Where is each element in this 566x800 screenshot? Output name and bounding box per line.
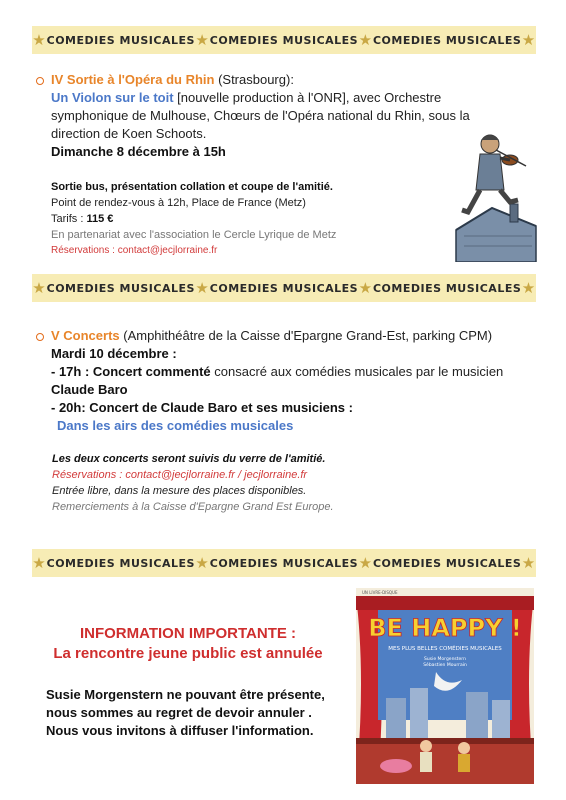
fiddler-on-roof-illustration [452, 130, 538, 262]
show-description: [nouvelle production à l'ONR], avec Orchestre symphonique de Mulhouse, Chœurs de l'Opéra national du Rhin, sous la direction de Koen Schoots. [51, 90, 470, 141]
price-value: 115 € [86, 213, 114, 225]
info-line-1: Susie Morgenstern ne pouvant être présente, [46, 687, 325, 702]
show-title: Un Violon sur le toit [51, 90, 174, 105]
opera-details [51, 179, 381, 259]
banner-comedies-2 [32, 274, 536, 302]
opera-reservation[interactable]: Réservations : contact@jecjlorraine.fr [51, 245, 218, 256]
opera-heading-suffix: (Strasbourg): [214, 72, 294, 87]
concerts-date: Mardi 10 décembre : [51, 346, 177, 361]
concert-17h-desc: consacré aux comédies musicales par le musicien [210, 364, 504, 379]
star-icon: ★ [521, 31, 536, 49]
section-concerts [51, 327, 521, 435]
star-icon: ★ [358, 554, 373, 572]
concert-17h: - 17h : Concert commenté [51, 364, 211, 379]
star-icon: ★ [521, 279, 536, 297]
concerts-thanks: Remerciements à la Caisse d'Epargne Grand Est Europe. [52, 501, 334, 513]
info-subtitle: La rencontre jeune public est annulée [53, 645, 323, 662]
book-illustrator: Sébastien Mourrain [423, 663, 467, 668]
star-icon: ★ [195, 31, 210, 49]
concert-20h: - 20h: Concert de Claude Baro et ses musiciens : [51, 400, 353, 415]
star-icon: ★ [32, 554, 47, 572]
bullet-icon [36, 333, 44, 341]
book-cover-be-happy [356, 588, 534, 784]
book-author: Susie Morgenstern [424, 657, 466, 662]
banner-label: COMEDIES MUSICALES [209, 556, 359, 570]
banner-label: COMEDIES MUSICALES [372, 33, 522, 47]
opera-details-line: Sortie bus, présentation collation et coupe de l'amitié. [51, 181, 333, 193]
banner-label: COMEDIES MUSICALES [372, 281, 522, 295]
banner-label: COMEDIES MUSICALES [46, 33, 195, 47]
banner-label: COMEDIES MUSICALES [209, 33, 359, 47]
banner-comedies-3 [32, 549, 536, 577]
banner-label: COMEDIES MUSICALES [46, 556, 195, 570]
concerts-notes [52, 451, 452, 515]
opera-date: Dimanche 8 décembre à 15h [51, 144, 226, 159]
book-subtitle: MES PLUS BELLES COMÉDIES MUSICALES [388, 646, 502, 652]
concerts-heading: V Concerts [51, 328, 120, 343]
concerts-entry: Entrée libre, dans la mesure des places disponibles. [52, 485, 307, 497]
bullet-icon [36, 77, 44, 85]
banner-label: COMEDIES MUSICALES [209, 281, 359, 295]
opera-price [51, 211, 381, 227]
concerts-reservation[interactable]: Réservations : contact@jecjlorraine.fr / jecjlorraine.fr [52, 469, 308, 481]
concert-theme: Dans les airs des comédies musicales [57, 418, 294, 433]
banner-comedies-1 [32, 26, 536, 54]
info-line-3: Nous vous invitons à diffuser l'information. [46, 723, 314, 738]
opera-partner: En partenariat avec l'association le Cercle Lyrique de Metz [51, 229, 337, 241]
info-title: INFORMATION IMPORTANTE : [79, 625, 297, 642]
opera-meeting: Point de rendez-vous à 12h, Place de France (Metz) [51, 197, 306, 209]
book-title: BE HAPPY ! [368, 614, 522, 642]
musician-name: Claude Baro [51, 382, 128, 397]
book-brand: UN LIVRE-DISQUE [362, 590, 398, 595]
star-icon: ★ [358, 31, 373, 49]
star-icon: ★ [195, 554, 210, 572]
star-icon: ★ [32, 31, 47, 49]
concerts-note-friendship: Les deux concerts seront suivis du verre de l'amitié. [52, 453, 326, 465]
section-opera [51, 71, 511, 161]
info-line-2: nous sommes au regret de devoir annuler . [46, 705, 312, 720]
star-icon: ★ [521, 554, 536, 572]
star-icon: ★ [358, 279, 373, 297]
concerts-heading-suffix: (Amphithéâtre de la Caisse d'Epargne Grand-Est, parking CPM) [119, 328, 493, 343]
banner-label: COMEDIES MUSICALES [372, 556, 522, 570]
banner-label: COMEDIES MUSICALES [46, 281, 195, 295]
info-text-block [46, 686, 346, 740]
star-icon: ★ [195, 279, 210, 297]
star-icon: ★ [32, 279, 47, 297]
price-label: Tarifs : [51, 213, 87, 225]
opera-heading: IV Sortie à l'Opéra du Rhin [51, 72, 215, 87]
